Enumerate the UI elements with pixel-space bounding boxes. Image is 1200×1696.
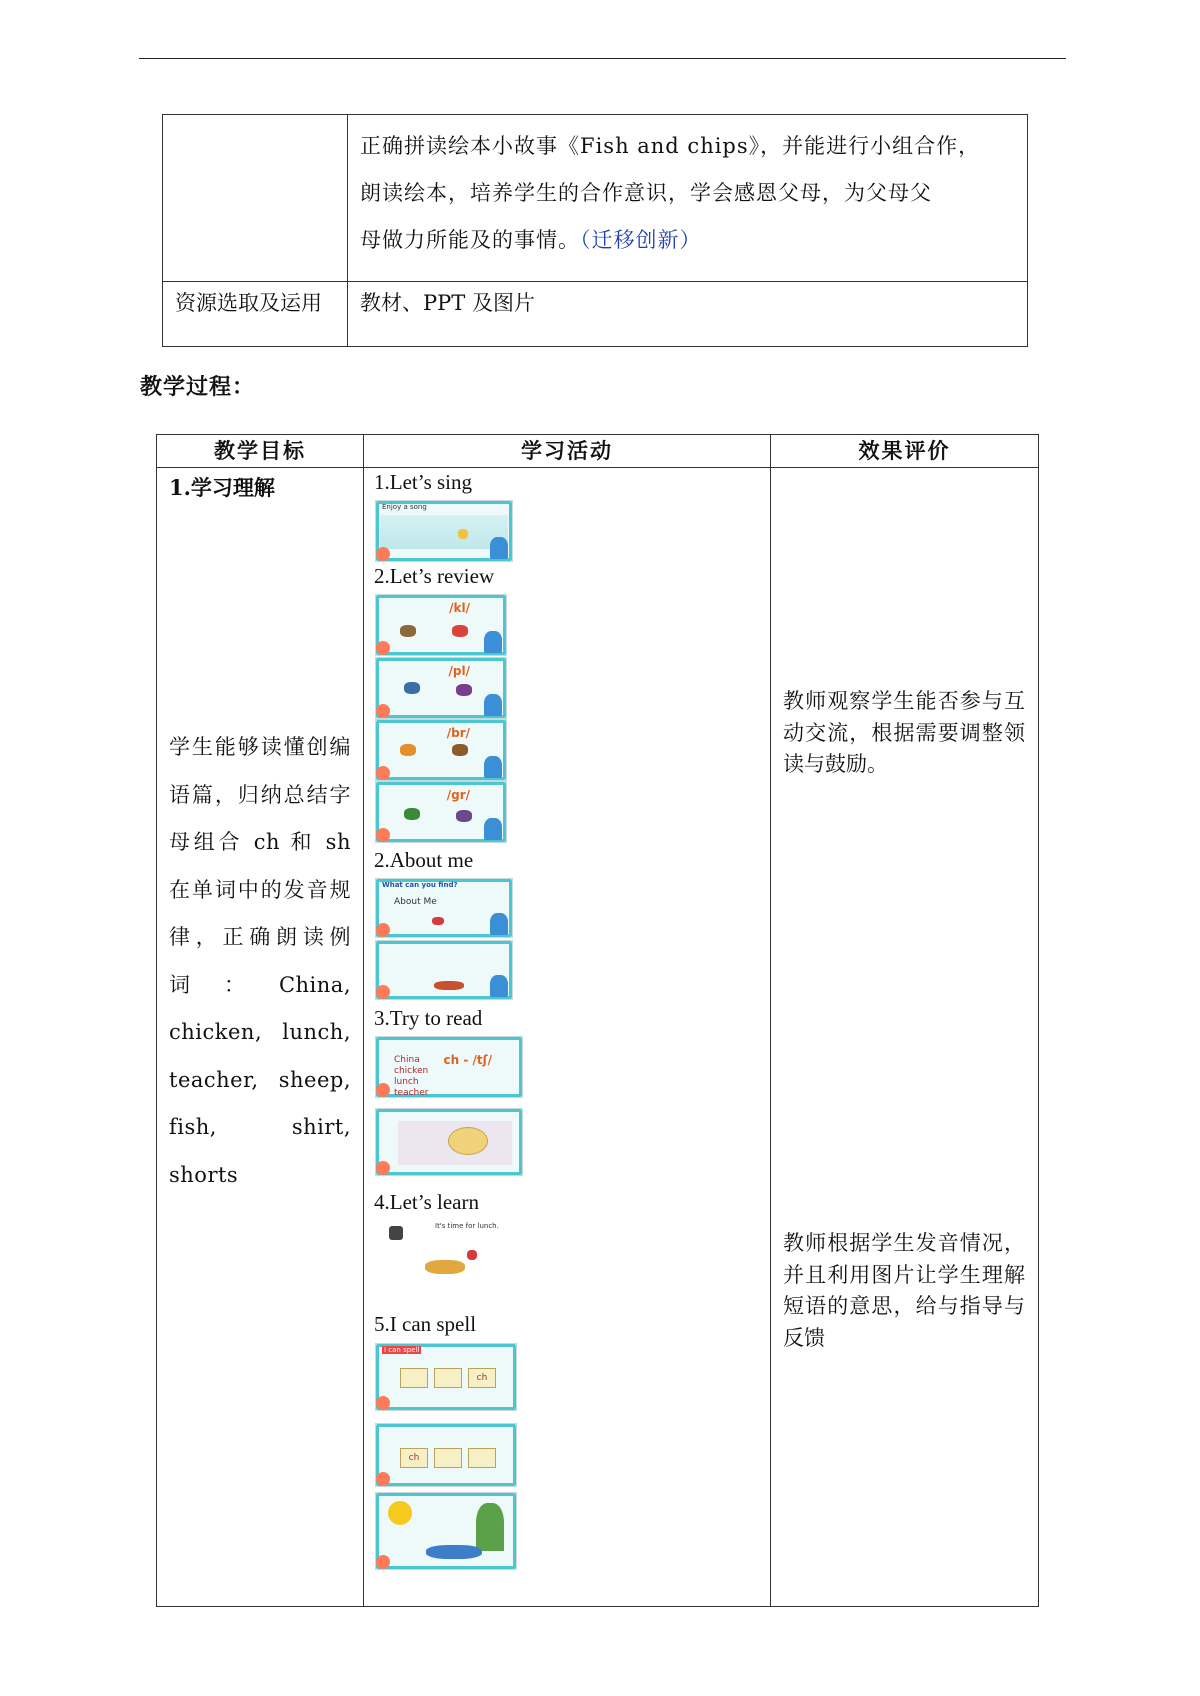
process-table: [156, 434, 1039, 1607]
slide-spell-3: [375, 1492, 517, 1570]
activity-sing: 1.Let’s sing: [374, 470, 472, 494]
header-evaluation: 效果评价: [771, 435, 1039, 468]
tree-icon: [476, 1503, 504, 1551]
slide-review-kl: [375, 594, 507, 656]
header-goal: 教学目标: [157, 435, 364, 468]
objective-text-cell: [348, 115, 1028, 282]
slide-spell-2: [375, 1423, 517, 1487]
slide-try-read-1: [375, 1036, 523, 1098]
china-flag-icon: [467, 1250, 477, 1260]
objective-line-2: 朗读绘本，培养学生的合作意识，学会感恩父母，为父母父: [360, 181, 932, 205]
girl-figure-icon: [484, 631, 502, 653]
slide-about-me-1: [375, 878, 513, 938]
slide-pl-phoneme: /pl/: [448, 664, 470, 678]
activity-learn: 4.Let’s learn: [374, 1190, 479, 1214]
flower-icon: [376, 641, 390, 655]
girl-figure-icon: [490, 913, 508, 935]
activity-review: 2.Let’s review: [374, 564, 495, 588]
activity-spell: 5.I can spell: [374, 1312, 477, 1336]
header-activity: 学习活动: [364, 435, 771, 468]
flower-icon: [376, 1472, 390, 1486]
word-card-icon: [434, 981, 464, 990]
slide-review-gr: [375, 781, 507, 843]
slide-learn-tag: It's time for lunch.: [435, 1222, 499, 1230]
goal-description: 学生能够读懂创编语篇，归纳总结字母组合 ch 和 sh 在单词中的发音规律，正确朗读例词：China, chicken, lunch, teacher, sheep, fish, shirt, shorts: [169, 735, 351, 1187]
slide-try-read-2: [375, 1108, 523, 1176]
girl-figure-icon: [490, 537, 508, 559]
grass-icon: [404, 808, 420, 820]
slide-about-tag: About Me: [394, 897, 437, 907]
clock-icon: [400, 625, 416, 637]
slide-learn: [375, 1220, 503, 1296]
slide-try-words: China chicken lunch teacher: [394, 1055, 429, 1098]
letter-card-ch-2: ch: [400, 1448, 428, 1468]
objective-line-3-text: 母做力所能及的事情。: [360, 228, 580, 252]
letter-card-ch: ch: [468, 1368, 496, 1388]
goal-heading: 1.学习理解: [169, 475, 275, 500]
slide-gr-phoneme: /gr/: [446, 788, 470, 802]
resource-value: 教材、PPT 及图片: [348, 282, 1028, 347]
objective-level-tag: （迁移创新）: [580, 228, 702, 252]
slide-spell-1: [375, 1343, 517, 1411]
flower-icon: [376, 704, 390, 718]
letter-card-1: [400, 1368, 428, 1388]
section-title: 教学过程：: [140, 374, 256, 400]
slide-br-phoneme: /br/: [446, 726, 470, 740]
brown-icon: [452, 744, 468, 756]
letter-card-3: [434, 1448, 462, 1468]
header-rule: [139, 58, 1066, 59]
flower-icon: [376, 828, 390, 842]
objectives-empty-cell: [163, 115, 348, 282]
evaluation-cell: [771, 468, 1039, 1607]
slide-about-me-2: [375, 940, 513, 1000]
flower-icon: [376, 923, 390, 937]
water-icon: [426, 1545, 482, 1559]
objectives-table: [162, 114, 1028, 347]
slide-review-pl: [375, 657, 507, 719]
girl-figure-icon: [484, 756, 502, 778]
objective-line-3: [360, 217, 1015, 264]
resource-label: 资源选取及运用: [163, 282, 348, 347]
grapes-icon: [456, 810, 472, 822]
sun-icon: [388, 1501, 412, 1525]
flower-icon: [376, 1161, 390, 1175]
clock-icon-2: [452, 625, 468, 637]
slide-sing-thumbnail: [375, 500, 513, 562]
flower-icon: [376, 1083, 390, 1097]
activity-try-read: 3.Try to read: [374, 1006, 483, 1030]
letter-card-2: [434, 1368, 462, 1388]
slide-try-sound: ch - /tʃ/: [443, 1053, 492, 1067]
flower-icon: [376, 1555, 390, 1569]
slide-about-title: What can you find?: [382, 881, 458, 889]
goal-cell: [157, 468, 364, 1607]
evaluation-2: 教师根据学生发音情况，并且利用图片让学生理解短语的意思，给与指导与反馈: [783, 1231, 1025, 1350]
plane-icon: [404, 682, 420, 694]
flower-icon: [376, 985, 390, 999]
letter-card-4: [468, 1448, 496, 1468]
girl-figure-icon: [490, 975, 508, 997]
flower-icon: [376, 1396, 390, 1410]
activity-cell: [364, 468, 771, 1607]
eggplant-icon: [456, 684, 472, 696]
slide-kl-phoneme: /kl/: [449, 601, 470, 615]
umbrella-icon: [400, 744, 416, 756]
evaluation-1: 教师观察学生能否参与互动交流，根据需要调整领读与鼓励。: [783, 689, 1025, 776]
flag-icon: [432, 917, 444, 925]
clock-icon: [389, 1226, 403, 1240]
activity-about-me: 2.About me: [374, 848, 474, 872]
star-icon: [458, 529, 468, 539]
slide-sing-tag: Enjoy a song: [382, 503, 427, 511]
girl-figure-icon: [484, 818, 502, 840]
girl-figure-icon: [484, 694, 502, 716]
food-icon: [425, 1260, 465, 1274]
flower-icon: [376, 547, 390, 561]
pancake-icon: [448, 1127, 488, 1155]
slide-spell-tag: I can spell: [384, 1346, 420, 1354]
slide-review-br: [375, 719, 507, 781]
flower-icon: [376, 766, 390, 780]
objective-line-1: 正确拼读绘本小故事《Fish and chips》，并能进行小组合作，: [360, 134, 981, 158]
